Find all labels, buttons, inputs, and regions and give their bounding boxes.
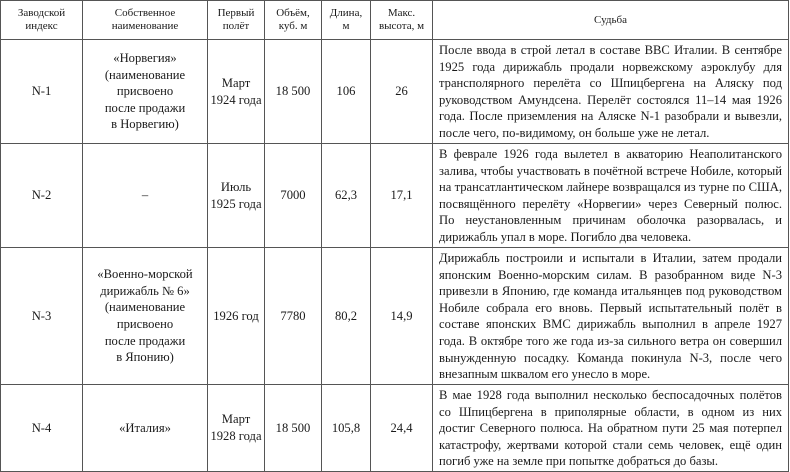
cell-volume: 18 500 (265, 40, 322, 144)
header-first-flight: Первый полёт (208, 1, 265, 40)
cell-fate: После ввода в строй летал в составе ВВС Италии. В сентябре 1925 года дирижабль продали норвежскому аэроклубу для трансполярного перелёта со Шпицбергена на Аляску под руководством Амундсена. Перелёт состоялся 11–14 мая 1926 года. После приземления на Аляске N-1 разобрали и вывезли, после чего, по-видимому, он больше уже не летал. (433, 40, 789, 144)
table-row (1, 144, 789, 248)
header-row (1, 1, 789, 40)
cell-max-altitude: 24,4 (371, 385, 433, 472)
cell-name: «Италия» (83, 385, 208, 472)
cell-fate: В мае 1928 года выполнил несколько беспосадочных полётов со Шпицбергена в приполярные области, в одном из них достиг Северного полюса. На обратном пути 25 мая потерпел катастрофу, жертвами которой стали семь человек, ещё один погиб уже на земле при попытке добраться до базы. (433, 385, 789, 472)
header-fate: Судьба (433, 1, 789, 40)
cell-first-flight: Март 1924 года (208, 40, 265, 144)
cell-max-altitude: 17,1 (371, 144, 433, 248)
table-row (1, 385, 789, 472)
cell-fate: Дирижабль построили и испытали в Италии, затем продали японским Военно-морским силам. В разобранном виде N-3 привезли в Японию, где команда итальянцев под руководством Нобиле собрала его вновь. Первый испытательный полёт в составе японских ВМС дирижабль выполнил в апреле 1927 года. В октябре того же года из-за сильного ветра он совершил вынужденную посадку. Команда покинула N-3, после чего внезапным шквалом его унесло в море. (433, 248, 789, 385)
cell-first-flight: 1926 год (208, 248, 265, 385)
cell-length: 106 (322, 40, 371, 144)
cell-name: «Норвегия» (наименование присвоено после продажи в Норвегию) (83, 40, 208, 144)
cell-name: «Военно-морской дирижабль № 6» (наименование присвоено после продажи в Японию) (83, 248, 208, 385)
header-length: Длина, м (322, 1, 371, 40)
cell-fate: В феврале 1926 года вылетел в акваторию Неаполитанского залива, чтобы участвовать в почётной встрече Нобиле, который на трансатлантическом лайнере возвращался из турне по США, посвящённого перелёту «Норвегии» через Северный полюс. По неустановленным причинам оболочка разорвалась, и дирижабль упал в море. Погибло два человека. (433, 144, 789, 248)
cell-volume: 7000 (265, 144, 322, 248)
cell-volume: 18 500 (265, 385, 322, 472)
cell-length: 80,2 (322, 248, 371, 385)
cell-name: – (83, 144, 208, 248)
cell-max-altitude: 26 (371, 40, 433, 144)
header-max-altitude: Макс. высота, м (371, 1, 433, 40)
cell-first-flight: Март 1928 года (208, 385, 265, 472)
cell-max-altitude: 14,9 (371, 248, 433, 385)
table-row (1, 248, 789, 385)
cell-volume: 7780 (265, 248, 322, 385)
cell-index: N-4 (1, 385, 83, 472)
table-row (1, 40, 789, 144)
header-name: Собственное наименование (83, 1, 208, 40)
cell-index: N-3 (1, 248, 83, 385)
cell-index: N-2 (1, 144, 83, 248)
header-index: Заводской индекс (1, 1, 83, 40)
cell-length: 105,8 (322, 385, 371, 472)
cell-index: N-1 (1, 40, 83, 144)
cell-first-flight: Июль 1925 года (208, 144, 265, 248)
cell-length: 62,3 (322, 144, 371, 248)
header-volume: Объём, куб. м (265, 1, 322, 40)
